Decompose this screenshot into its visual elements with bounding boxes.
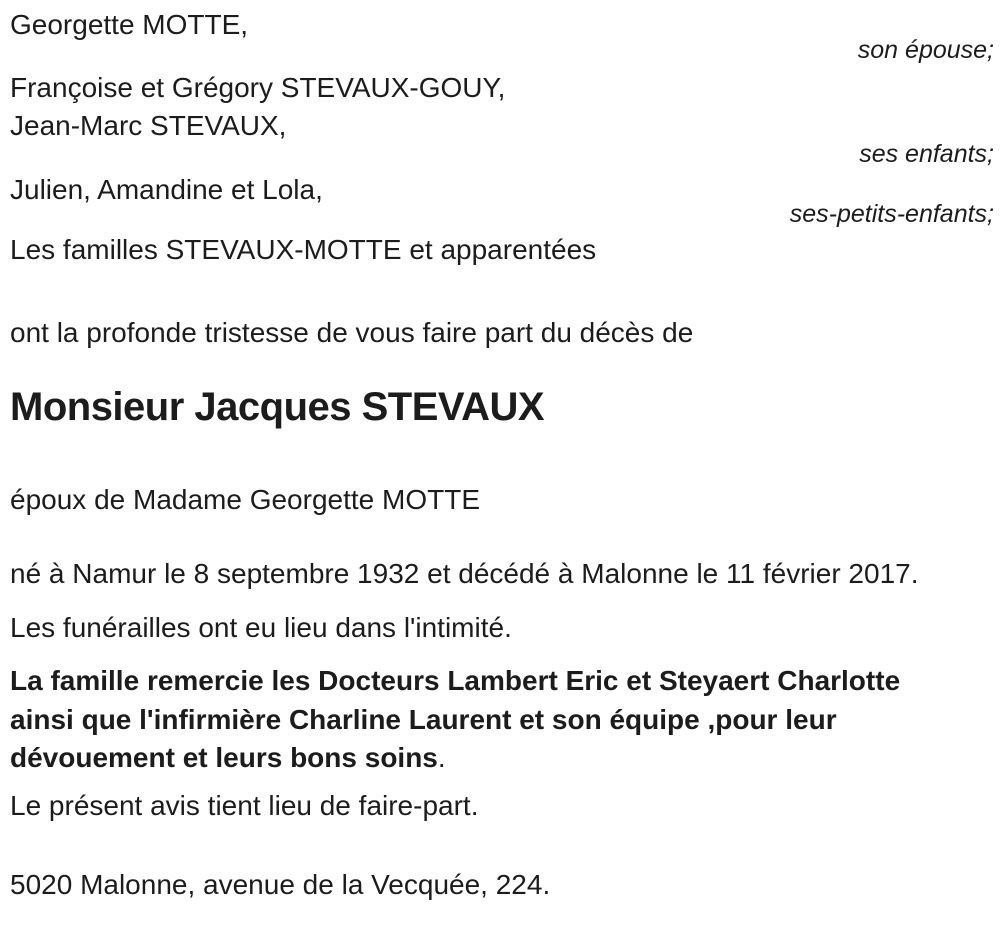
address-line: 5020 Malonne, avenue de la Vecquée, 224.	[10, 869, 551, 900]
family-line-names: Les familles STEVAUX-MOTTE et apparentées	[10, 234, 597, 265]
notice-line: Le présent avis tient lieu de faire-part.	[10, 790, 479, 821]
thanks-line-3-bold: dévouement et leurs bons soins	[10, 742, 438, 773]
family-line-names: Julien, Amandine et Lola,	[10, 174, 323, 205]
thanks-line-3	[10, 739, 900, 778]
family-line-relation: ses enfants;	[859, 140, 994, 168]
deceased-name-title: Monsieur Jacques STEVAUX	[10, 385, 545, 429]
announcement-line: ont la profonde tristesse de vous faire part du décès de	[10, 317, 694, 348]
thanks-line-3-period: .	[437, 742, 446, 773]
spouse-line: époux de Madame Georgette MOTTE	[10, 484, 480, 515]
thanks-paragraph	[10, 662, 900, 778]
funeral-note-line: Les funérailles ont eu lieu dans l'intimité.	[10, 612, 512, 643]
thanks-line-1: La famille remercie les Docteurs Lambert Eric et Steyaert Charlotte	[10, 665, 901, 696]
family-line-relation: son épouse;	[857, 36, 994, 64]
family-line-relation: ses-petits-enfants;	[789, 200, 994, 228]
thanks-line-2: ainsi que l'infirmière Charline Laurent et son équipe ,pour leur	[10, 703, 837, 735]
family-line-names: Jean-Marc STEVAUX,	[10, 110, 287, 141]
life-dates-line: né à Namur le 8 septembre 1932 et décédé à Malonne le 11 février 2017.	[10, 558, 919, 589]
family-line-names: Georgette MOTTE,	[10, 9, 249, 40]
family-line-names: Françoise et Grégory STEVAUX-GOUY,	[10, 72, 506, 103]
